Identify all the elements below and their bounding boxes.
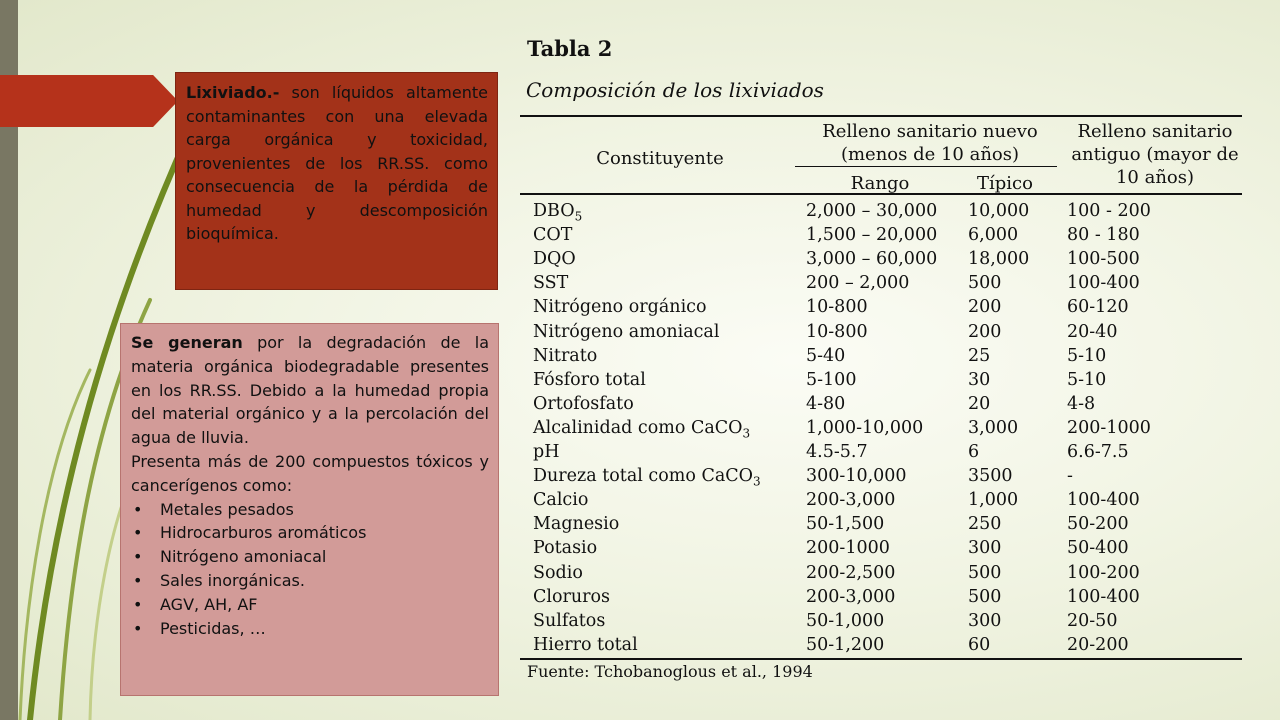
cell-range: 5-100 bbox=[806, 369, 857, 390]
compound-list-item: • Pesticidas, … bbox=[131, 617, 489, 641]
cell-old: 4-8 bbox=[1067, 393, 1096, 414]
cell-typical: 200 bbox=[968, 321, 1002, 342]
cell-old: 50-400 bbox=[1067, 538, 1129, 559]
arrow-marker bbox=[0, 75, 178, 127]
cell-old: 6.6-7.5 bbox=[1067, 442, 1129, 462]
constituent-name: pH bbox=[533, 442, 560, 462]
cell-typical: 18,000 bbox=[968, 249, 1030, 270]
table-title: Tabla 2 bbox=[527, 36, 613, 61]
cell-old: 200-1000 bbox=[1067, 417, 1151, 438]
cell-old: - bbox=[1067, 466, 1073, 487]
constituent-name: Sodio bbox=[533, 562, 583, 583]
cell-constituent bbox=[533, 295, 707, 319]
cell-typical: 300 bbox=[968, 610, 1002, 631]
cell-old: 100 - 200 bbox=[1067, 201, 1151, 221]
cell-old: 100-400 bbox=[1067, 273, 1140, 294]
compound-list-item: • Sales inorgánicas. bbox=[131, 569, 489, 593]
cell-range: 5-40 bbox=[806, 345, 846, 366]
cell-constituent bbox=[533, 223, 572, 247]
cell-constituent bbox=[533, 271, 568, 295]
header-typical: Típico bbox=[977, 173, 1033, 194]
constituent-name: Nitrógeno amoniacal bbox=[533, 321, 720, 342]
cell-old: 5-10 bbox=[1067, 345, 1107, 366]
constituent-subscript: 5 bbox=[574, 209, 583, 224]
cell-typical: 250 bbox=[968, 514, 1002, 535]
cell-constituent bbox=[533, 392, 634, 416]
cell-constituent bbox=[533, 320, 719, 344]
cell-constituent bbox=[533, 416, 750, 446]
constituent-name: Alcalinidad como CaCO bbox=[533, 417, 743, 438]
table-header-split-rule bbox=[795, 166, 1057, 167]
header-old-fill: Relleno sanitario antiguo (mayor de 10 años) bbox=[1071, 121, 1239, 188]
cell-typical: 300 bbox=[968, 538, 1002, 559]
header-range: Rango bbox=[850, 173, 910, 194]
cell-old: 100-500 bbox=[1067, 249, 1140, 270]
cell-range: 200-3,000 bbox=[806, 490, 896, 511]
compound-list-item: • Nitrógeno amoniacal bbox=[131, 545, 489, 569]
cell-typical: 20 bbox=[968, 393, 991, 414]
cell-constituent bbox=[533, 585, 610, 609]
cell-old: 100-400 bbox=[1067, 586, 1140, 607]
cell-range: 50-1,500 bbox=[806, 514, 885, 535]
cell-constituent bbox=[533, 561, 583, 585]
cell-range: 1,000-10,000 bbox=[806, 417, 924, 438]
constituent-name: Cloruros bbox=[533, 586, 611, 607]
cell-constituent bbox=[533, 247, 576, 271]
cell-typical: 1,000 bbox=[968, 490, 1019, 511]
cell-constituent bbox=[533, 512, 619, 536]
cell-old: 20-40 bbox=[1067, 321, 1118, 342]
cell-typical: 25 bbox=[968, 345, 991, 366]
cell-typical: 200 bbox=[968, 297, 1002, 318]
cell-range: 200-2,500 bbox=[806, 562, 896, 583]
cell-constituent bbox=[533, 488, 588, 512]
constituent-name: DBO bbox=[533, 201, 575, 221]
cell-old: 100-400 bbox=[1067, 490, 1140, 511]
constituent-name: Hierro total bbox=[533, 634, 638, 655]
cell-typical: 500 bbox=[968, 586, 1002, 607]
cell-typical: 6 bbox=[968, 442, 980, 462]
table-source: Fuente: Tchobanoglous et al., 1994 bbox=[527, 662, 813, 681]
compound-list-item: • Hidrocarburos aromáticos bbox=[131, 521, 489, 545]
constituent-name: Magnesio bbox=[533, 514, 620, 535]
cell-range: 4.5-5.7 bbox=[806, 442, 868, 462]
lixiviado-definition-box bbox=[175, 72, 498, 290]
cell-range: 200-1000 bbox=[806, 538, 890, 559]
cell-old: 100-200 bbox=[1067, 562, 1140, 583]
cell-typical: 3,000 bbox=[968, 417, 1019, 438]
cell-range: 200-3,000 bbox=[806, 586, 896, 607]
cell-constituent bbox=[533, 368, 646, 392]
constituent-name: Sulfatos bbox=[533, 610, 606, 631]
constituent-name: Potasio bbox=[533, 538, 598, 559]
cell-old: 5-10 bbox=[1067, 369, 1107, 390]
cell-range: 200 – 2,000 bbox=[806, 273, 910, 294]
cell-old: 50-200 bbox=[1067, 514, 1129, 535]
composition-table bbox=[520, 36, 1250, 686]
constituent-name: Fósforo total bbox=[533, 369, 646, 390]
constituent-name: Calcio bbox=[533, 490, 589, 511]
constituent-name: Nitrato bbox=[533, 345, 598, 366]
cell-constituent bbox=[533, 344, 597, 368]
cell-range: 300-10,000 bbox=[806, 466, 907, 487]
generation-paragraph bbox=[131, 331, 489, 450]
generation-text: por la degradación de la materia orgánica biodegradable presentes en los RR.SS. Debido a la humedad propia del material orgánico y a la percolación del agua de lluvia. bbox=[131, 333, 490, 448]
lixiviado-term: Lixiviado.- bbox=[186, 83, 280, 102]
cell-old: 80 - 180 bbox=[1067, 225, 1140, 246]
table-subtitle: Composición de los lixiviados bbox=[526, 78, 824, 102]
cell-typical: 60 bbox=[968, 634, 991, 655]
cell-typical: 30 bbox=[968, 369, 991, 390]
header-new-fill: Relleno sanitario nuevo (menos de 10 años) bbox=[822, 121, 1038, 165]
compound-list bbox=[131, 498, 489, 641]
constituent-name: Nitrógeno orgánico bbox=[533, 297, 707, 318]
cell-old: 20-200 bbox=[1067, 634, 1129, 655]
table-top-rule bbox=[520, 115, 1242, 117]
compound-list-item: • AGV, AH, AF bbox=[131, 593, 489, 617]
cell-range: 50-1,200 bbox=[806, 634, 885, 655]
cell-range: 10-800 bbox=[806, 297, 868, 318]
generation-lead: Se generan bbox=[131, 333, 243, 352]
cell-typical: 6,000 bbox=[968, 225, 1019, 246]
cell-range: 3,000 – 60,000 bbox=[806, 249, 938, 270]
cell-old: 60-120 bbox=[1067, 297, 1129, 318]
cell-constituent bbox=[533, 633, 638, 657]
constituent-subscript: 3 bbox=[753, 474, 761, 489]
cell-typical: 500 bbox=[968, 273, 1002, 294]
cell-range: 10-800 bbox=[806, 321, 868, 342]
cell-old: 20-50 bbox=[1067, 610, 1118, 631]
cell-range: 2,000 – 30,000 bbox=[806, 201, 938, 221]
compound-list-item: • Metales pesados bbox=[131, 498, 489, 522]
cell-constituent bbox=[533, 440, 559, 464]
cell-range: 50-1,000 bbox=[806, 610, 885, 631]
lixiviado-text: son líquidos altamente contaminantes con una elevada carga orgánica y toxicidad, provenientes de los RR.SS. como consecuencia de la pérdida de humedad y descomposición bioquímica. bbox=[186, 83, 488, 243]
constituent-name: COT bbox=[533, 225, 573, 246]
constituent-name: SST bbox=[533, 273, 569, 294]
constituent-name: Dureza total como CaCO bbox=[533, 466, 754, 487]
cell-range: 4-80 bbox=[806, 393, 846, 414]
constituent-subscript: 3 bbox=[742, 426, 751, 441]
constituent-name: DQO bbox=[533, 249, 576, 270]
table-bottom-rule bbox=[520, 658, 1242, 660]
cell-range: 1,500 – 20,000 bbox=[806, 225, 938, 246]
constituent-name: Ortofosfato bbox=[533, 393, 634, 414]
generation-intro: Presenta más de 200 compuestos tóxicos y cancerígenos como: bbox=[131, 451, 489, 495]
cell-typical: 10,000 bbox=[968, 201, 1030, 221]
cell-typical: 3500 bbox=[968, 466, 1013, 487]
cell-constituent bbox=[533, 609, 605, 633]
cell-constituent bbox=[533, 536, 597, 560]
cell-typical: 500 bbox=[968, 562, 1002, 583]
header-constituent: Constituyente bbox=[596, 148, 724, 169]
generation-info-box bbox=[120, 323, 499, 696]
